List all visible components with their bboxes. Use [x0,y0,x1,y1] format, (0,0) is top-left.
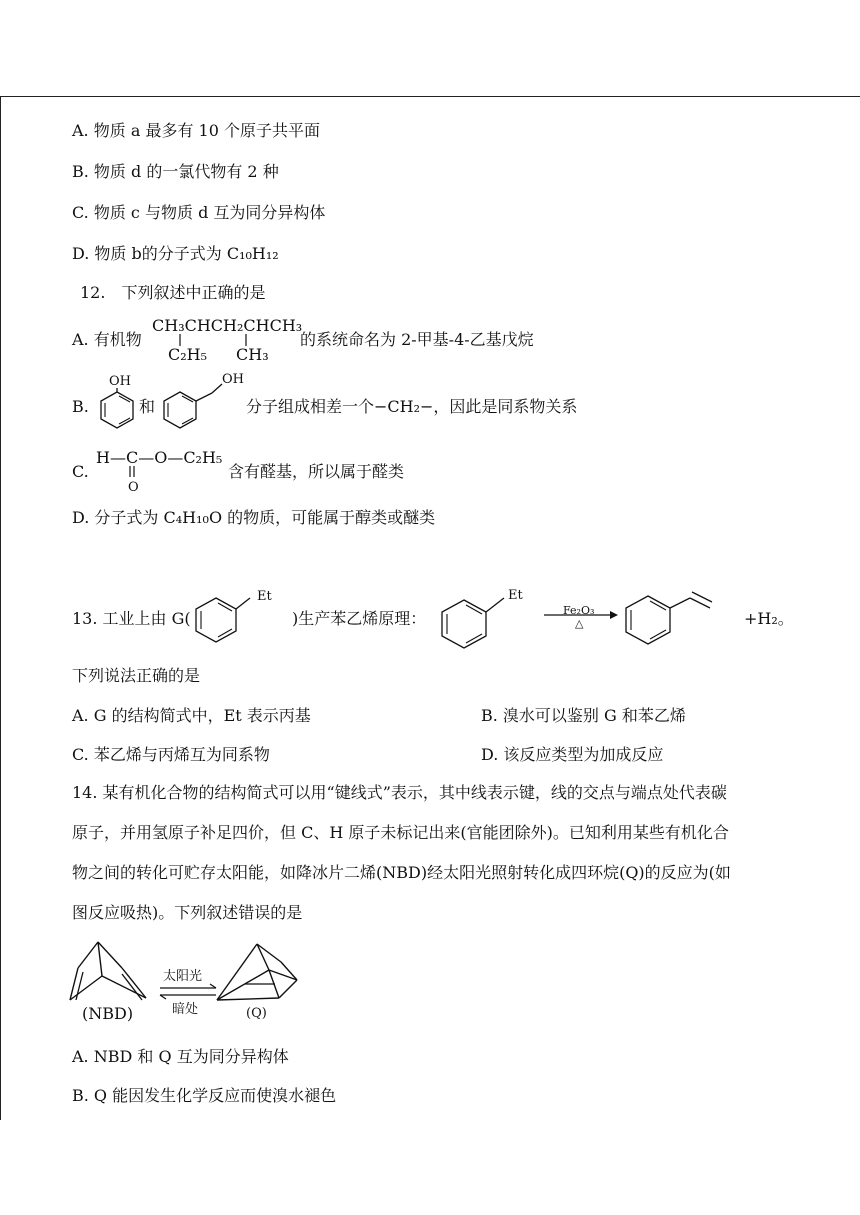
q14-forward-condition: 太阳光 [163,969,203,984]
q14-text-line-4: 图反应吸热)。下列叙述错误的是 [72,903,303,922]
q12-option-d: D. 分子式为 C₄H₁₀O 的物质，可能属于醇类或醚类 [72,508,436,527]
q12-c-prefix: C. [72,462,89,481]
q13-stem-prefix: 13. 工业上由 G( [72,609,191,628]
q13-product-h2: +H₂。 [744,609,794,628]
page-left-rule [0,96,1,1120]
q12-a-substituent-ethyl: C₂H₅ [168,345,208,364]
q14-option-b: B. Q 能因发生化学反应而使溴水褪色 [72,1086,337,1105]
q13-heat-symbol: △ [575,617,584,630]
q12-c-double-bond [124,466,144,478]
q12-b-phenol-oh: OH [109,374,131,389]
page-top-rule [0,96,860,97]
q12-c-formula: H—C—O—C₂H₅ [96,448,223,467]
q13-option-a: A. G 的结构简式中，Et 表示丙基 [72,706,311,725]
q13-styrene-icon [622,584,732,648]
q13-option-d: D. 该反应类型为加成反应 [481,745,664,764]
q11-option-b: B. 物质 d 的一氯代物有 2 种 [72,162,279,181]
q12-b-prefix: B. [72,397,89,416]
q14-text-line-3: 物之间的转化可贮存太阳能，如降冰片二烯(NBD)经太阳光照射转化成四环烷(Q)的反应为(如 [72,863,731,882]
q14-option-a: A. NBD 和 Q 互为同分异构体 [72,1047,289,1066]
q12-b-benzyl-alcohol-icon [160,384,230,430]
q14-reversible-arrow-icon [158,984,220,1000]
q12-a-prefix: A. 有机物 [72,330,142,349]
q14-q-label: (Q) [246,1006,267,1021]
q11-option-d: D. 物质 b的分子式为 C₁₀H₁₂ [72,244,279,263]
q13-question: 下列说法正确的是 [72,666,201,685]
q12-a-substituent-methyl: CH₃ [236,345,269,364]
q12-stem: 12. 下列叙述中正确的是 [80,283,266,302]
q12-c-carbonyl-oxygen: O [128,480,139,495]
q12-c-suffix: 含有醛基，所以属于醛类 [228,462,405,481]
q13-option-c: C. 苯乙烯与丙烯互为同系物 [72,745,270,764]
q13-option-b: B. 溴水可以鉴别 G 和苯乙烯 [481,706,686,725]
q11-option-c: C. 物质 c 与物质 d 互为同分异构体 [72,203,326,222]
q13-et-label-2: Et [508,588,523,603]
q11-option-a: A. 物质 a 最多有 10 个原子共平面 [72,121,320,140]
q13-stem-mid: )生产苯乙烯原理： [292,609,427,628]
q14-text-line-1: 14. 某有机化合物的结构简式可以用“键线式”表示，其中线表示键，线的交点与端点处代表碳 [72,783,727,802]
q13-et-label-1: Et [257,589,272,604]
q14-nbd-label: (NBD) [82,1004,134,1023]
q12-a-formula-main: CH₃CHCH₂CHCH₃ [152,316,303,335]
q12-a-suffix: 的系统命名为 2-甲基-4-乙基戊烷 [300,330,534,349]
q12-b-benzyl-oh: OH [222,372,244,387]
q12-b-suffix: 分子组成相差一个−CH₂−，因此是同系物关系 [246,397,578,416]
q14-nbd-structure-icon [66,938,156,1008]
q13-catalyst: Fe₂O₃ [563,604,595,617]
q12-b-phenol-ring-icon [97,388,137,428]
q14-text-line-2: 原子，并用氢原子补足四价，但 C、H 原子未标记出来(官能团除外)。已知利用某些有机化合 [72,823,729,842]
q14-reverse-condition: 暗处 [172,1002,199,1017]
q14-q-structure-icon [215,940,305,1004]
q12-b-and: 和 [139,397,156,416]
